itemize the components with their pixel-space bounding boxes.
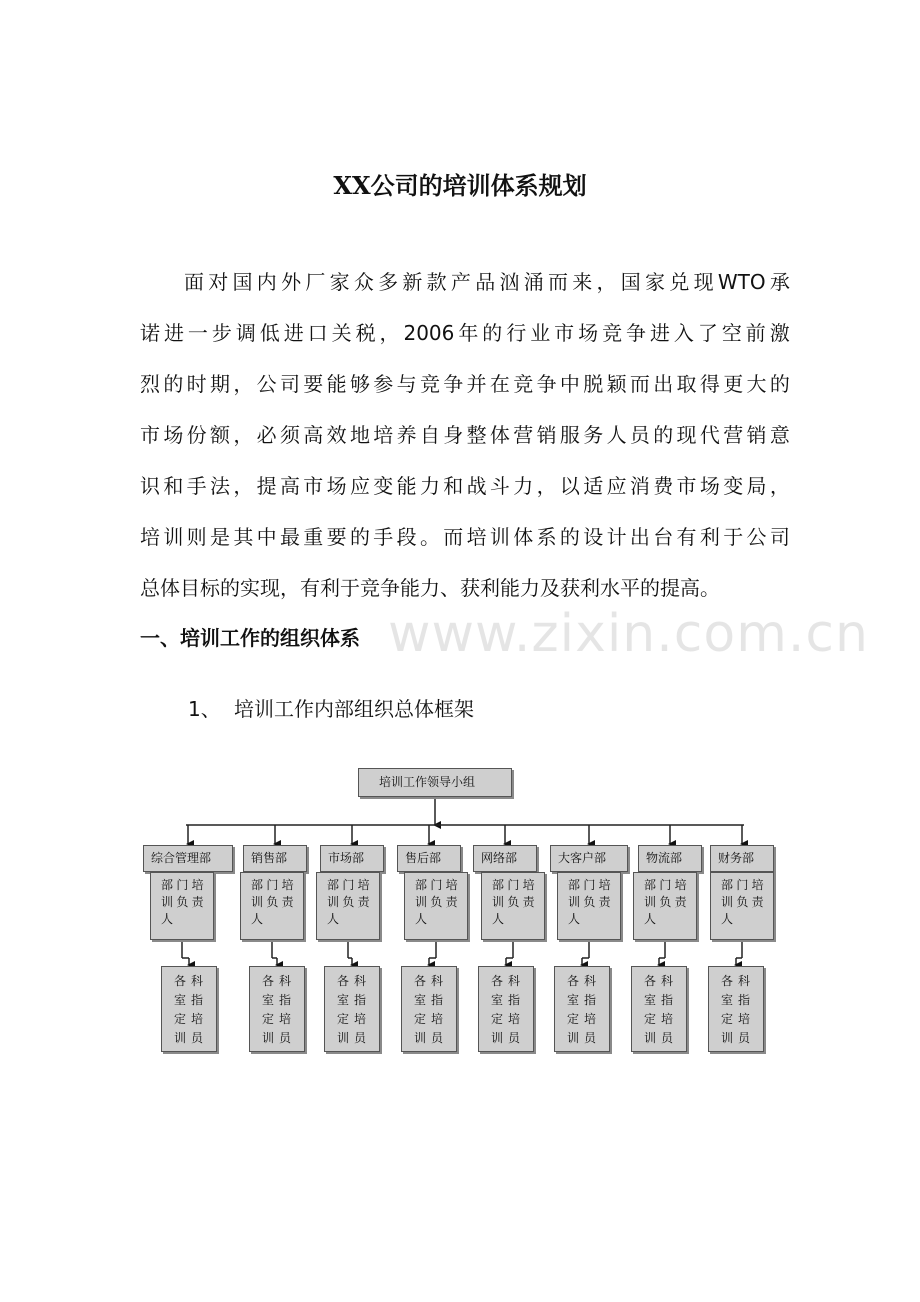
department-lead-box — [710, 872, 774, 940]
department-box: 售后部 — [397, 845, 461, 872]
paragraph-line: 市 场 份 额 ， 必 须 高 效 地 培 养 自 身 整 体 营 销 服 务 人 员 的 现 代 营 销 意 — [140, 423, 790, 447]
role-text: 各 科 室 指 定 培 训 员 — [491, 974, 521, 1045]
trainer-box — [401, 966, 457, 1052]
role-text: 各 科 室 指 定 培 训 员 — [721, 974, 751, 1045]
role-text: 部 门 培 训 负 责 人 — [492, 878, 535, 926]
department-box: 销售部 — [243, 845, 307, 872]
trainer-box — [708, 966, 764, 1052]
subsection-title: 培训工作内部组织总体框架 — [234, 697, 474, 721]
trainer-box — [631, 966, 687, 1052]
org-top-box: 培训工作领导小组 — [358, 768, 512, 797]
trainer-box — [478, 966, 534, 1052]
trainer-box — [161, 966, 217, 1052]
department-lead-box — [481, 872, 545, 940]
paragraph-line: 面 对 国 内 外 厂 家 众 多 新 款 产 品 汹 涌 而 来 ， 国 家 兑 现 WTO 承 — [184, 270, 790, 294]
department-lead-box — [633, 872, 697, 940]
department-lead-box — [150, 872, 214, 940]
paragraph-line: 诺 进 一 步 调 低 进 口 关 税 ， 2006 年 的 行 业 市 场 竞 争 进 入 了 空 前 激 — [140, 321, 790, 345]
role-text: 部 门 培 训 负 责 人 — [721, 878, 764, 926]
trainer-box — [324, 966, 380, 1052]
department-box: 市场部 — [320, 845, 384, 872]
department-box: 网络部 — [473, 845, 537, 872]
document-title: XX公司的培训体系规划 — [333, 171, 587, 200]
department-lead-box — [557, 872, 621, 940]
paragraph-line: 培 训 则 是 其 中 最 重 要 的 手 段 。 而 培 训 体 系 的 设 计 出 台 有 利 于 公 司 — [140, 525, 790, 549]
subsection-number: 1、 — [188, 697, 221, 721]
paragraph-line: 识 和 手 法 ， 提 高 市 场 应 变 能 力 和 战 斗 力 ， 以 适 应 消 费 市 场 变 局 ， — [140, 474, 790, 498]
role-text: 部 门 培 训 负 责 人 — [568, 878, 611, 926]
role-text: 各 科 室 指 定 培 训 员 — [262, 974, 292, 1045]
role-text: 各 科 室 指 定 培 训 员 — [567, 974, 597, 1045]
department-box: 大客户部 — [550, 845, 628, 872]
paragraph-line: 总体目标的实现，有利于竞争能力、获利能力及获利水平的提高。 — [140, 576, 720, 600]
role-text: 各 科 室 指 定 培 训 员 — [644, 974, 674, 1045]
trainer-box — [249, 966, 305, 1052]
role-text: 部 门 培 训 负 责 人 — [161, 878, 204, 926]
department-lead-box — [240, 872, 304, 940]
role-text: 各 科 室 指 定 培 训 员 — [414, 974, 444, 1045]
role-text: 部 门 培 训 负 责 人 — [644, 878, 687, 926]
paragraph-line: 烈 的 时 期 ， 公 司 要 能 够 参 与 竞 争 并 在 竞 争 中 脱 颖 而 出 取 得 更 大 的 — [140, 372, 790, 396]
department-box: 综合管理部 — [143, 845, 233, 872]
trainer-box — [554, 966, 610, 1052]
watermark-text: www.zixin.com.cn — [388, 604, 869, 664]
role-text: 部 门 培 训 负 责 人 — [327, 878, 370, 926]
role-text: 部 门 培 训 负 责 人 — [251, 878, 294, 926]
role-text: 部 门 培 训 负 责 人 — [415, 878, 458, 926]
department-lead-box — [404, 872, 468, 940]
department-lead-box — [316, 872, 380, 940]
department-box: 财务部 — [710, 845, 774, 872]
section-heading: 一、培训工作的组织体系 — [140, 626, 360, 650]
role-text: 各 科 室 指 定 培 训 员 — [337, 974, 367, 1045]
role-text: 各 科 室 指 定 培 训 员 — [174, 974, 204, 1045]
department-box: 物流部 — [638, 845, 702, 872]
